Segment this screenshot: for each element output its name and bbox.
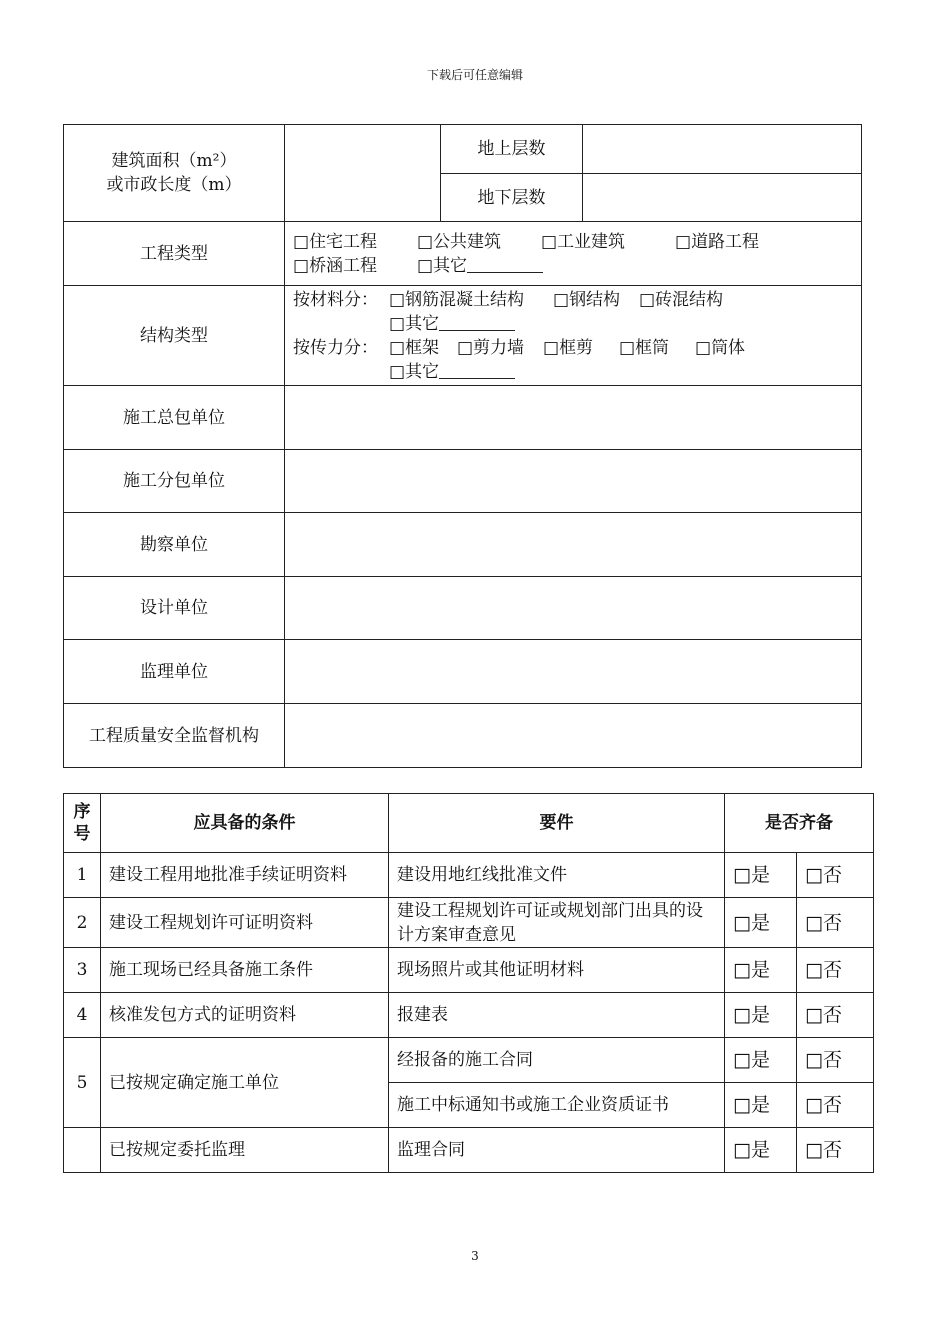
project-type-options (285, 222, 862, 286)
unit-label-subcontractor: 施工分包单位 (64, 450, 285, 513)
checkbox-yes[interactable]: □ 是 (725, 1128, 797, 1173)
row-doc: 建设用地红线批准文件 (389, 853, 725, 898)
checkbox-other-force[interactable]: □ 其它 (389, 362, 439, 382)
conditions-table (63, 793, 874, 1173)
row-condition: 建设工程规划许可证明资料 (101, 898, 389, 948)
structure-type-options (285, 286, 862, 386)
checkbox-no[interactable]: □ 否 (797, 853, 874, 898)
header-complete: 是否齐备 (725, 794, 874, 853)
unit-value-design[interactable] (285, 577, 862, 640)
unit-value-supervision[interactable] (285, 640, 862, 704)
checkbox-other-material[interactable]: □ 其它 (389, 314, 439, 334)
checkbox-bridge[interactable]: □ 桥涵工程 (293, 254, 417, 278)
page-number: 3 (471, 1249, 479, 1263)
checkbox-yes[interactable]: □ 是 (725, 1083, 797, 1128)
unit-label-survey: 勘察单位 (64, 513, 285, 577)
row-condition: 建设工程用地批准手续证明资料 (101, 853, 389, 898)
checkbox-no[interactable]: □ 否 (797, 1083, 874, 1128)
row-doc: 现场照片或其他证明材料 (389, 948, 725, 993)
unit-value-subcontractor[interactable] (285, 450, 862, 513)
checkbox-residential[interactable]: □ 住宅工程 (293, 230, 417, 254)
checkbox-rc[interactable]: □ 钢筋混凝土结构 (389, 288, 553, 312)
checkbox-no[interactable]: □ 否 (797, 948, 874, 993)
row-condition: 核准发包方式的证明资料 (101, 993, 389, 1038)
checkbox-masonry[interactable]: □ 砖混结构 (639, 288, 723, 312)
area-label (64, 125, 285, 222)
checkbox-frame-tube[interactable]: □ 框筒 (619, 336, 695, 360)
floors-above-value[interactable] (583, 125, 862, 174)
unit-label-quality-safety: 工程质量安全监督机构 (64, 704, 285, 768)
row-doc: 建设工程规划许可证或规划部门出具的设计方案审查意见 (389, 898, 725, 948)
row-no (64, 1128, 101, 1173)
floors-above-label: 地上层数 (441, 125, 583, 174)
checkbox-yes[interactable]: □ 是 (725, 853, 797, 898)
checkbox-industrial[interactable]: □ 工业建筑 (541, 230, 675, 254)
project-type-label: 工程类型 (64, 222, 285, 286)
row-condition: 已按规定确定施工单位 (101, 1038, 389, 1128)
row-doc: 经报备的施工合同 (389, 1038, 725, 1083)
checkbox-frame[interactable]: □ 框架 (389, 336, 457, 360)
checkbox-yes[interactable]: □ 是 (725, 1038, 797, 1083)
checkbox-yes[interactable]: □ 是 (725, 948, 797, 993)
unit-label-supervision: 监理单位 (64, 640, 285, 704)
other-material-blank[interactable] (439, 312, 515, 331)
floors-below-value[interactable] (583, 174, 862, 222)
project-info-table (63, 124, 862, 768)
checkbox-road[interactable]: □ 道路工程 (675, 230, 759, 254)
checkbox-yes[interactable]: □ 是 (725, 898, 797, 948)
by-force-label: 按传力分： (293, 337, 378, 358)
row-condition: 已按规定委托监理 (101, 1128, 389, 1173)
row-no: 5 (64, 1038, 101, 1128)
other-type-blank[interactable] (467, 254, 543, 273)
area-value-cell[interactable] (285, 125, 441, 222)
unit-value-survey[interactable] (285, 513, 862, 577)
unit-label-design: 设计单位 (64, 577, 285, 640)
unit-value-quality-safety[interactable] (285, 704, 862, 768)
row-no: 1 (64, 853, 101, 898)
other-force-blank[interactable] (439, 360, 515, 379)
row-no: 4 (64, 993, 101, 1038)
floors-below-label: 地下层数 (441, 174, 583, 222)
checkbox-public[interactable]: □ 公共建筑 (417, 230, 541, 254)
unit-value-general-contractor[interactable] (285, 386, 862, 450)
checkbox-frame-shear[interactable]: □ 框剪 (543, 336, 619, 360)
row-condition: 施工现场已经具备施工条件 (101, 948, 389, 993)
header-condition: 应具备的条件 (101, 794, 389, 853)
checkbox-yes[interactable]: □ 是 (725, 993, 797, 1038)
row-no: 3 (64, 948, 101, 993)
header-docs: 要件 (389, 794, 725, 853)
row-doc: 报建表 (389, 993, 725, 1038)
row-doc: 监理合同 (389, 1128, 725, 1173)
checkbox-no[interactable]: □ 否 (797, 1128, 874, 1173)
checkbox-no[interactable]: □ 否 (797, 993, 874, 1038)
row-no: 2 (64, 898, 101, 948)
row-doc: 施工中标通知书或施工企业资质证书 (389, 1083, 725, 1128)
header-no: 序号 (64, 794, 101, 853)
checkbox-other-type[interactable]: □ 其它 (417, 256, 467, 276)
area-label-line1: 建筑面积（m²） (111, 151, 237, 171)
structure-type-label: 结构类型 (64, 286, 285, 386)
area-label-line2: 或市政长度（m） (106, 175, 242, 195)
checkbox-tube[interactable]: □ 筒体 (695, 336, 745, 360)
checkbox-shear-wall[interactable]: □ 剪力墙 (457, 336, 543, 360)
page-header: 下载后可任意编辑 (426, 68, 523, 82)
checkbox-no[interactable]: □ 否 (797, 898, 874, 948)
unit-label-general-contractor: 施工总包单位 (64, 386, 285, 450)
checkbox-steel[interactable]: □ 钢结构 (553, 288, 639, 312)
by-material-label: 按材料分： (293, 289, 378, 310)
checkbox-no[interactable]: □ 否 (797, 1038, 874, 1083)
